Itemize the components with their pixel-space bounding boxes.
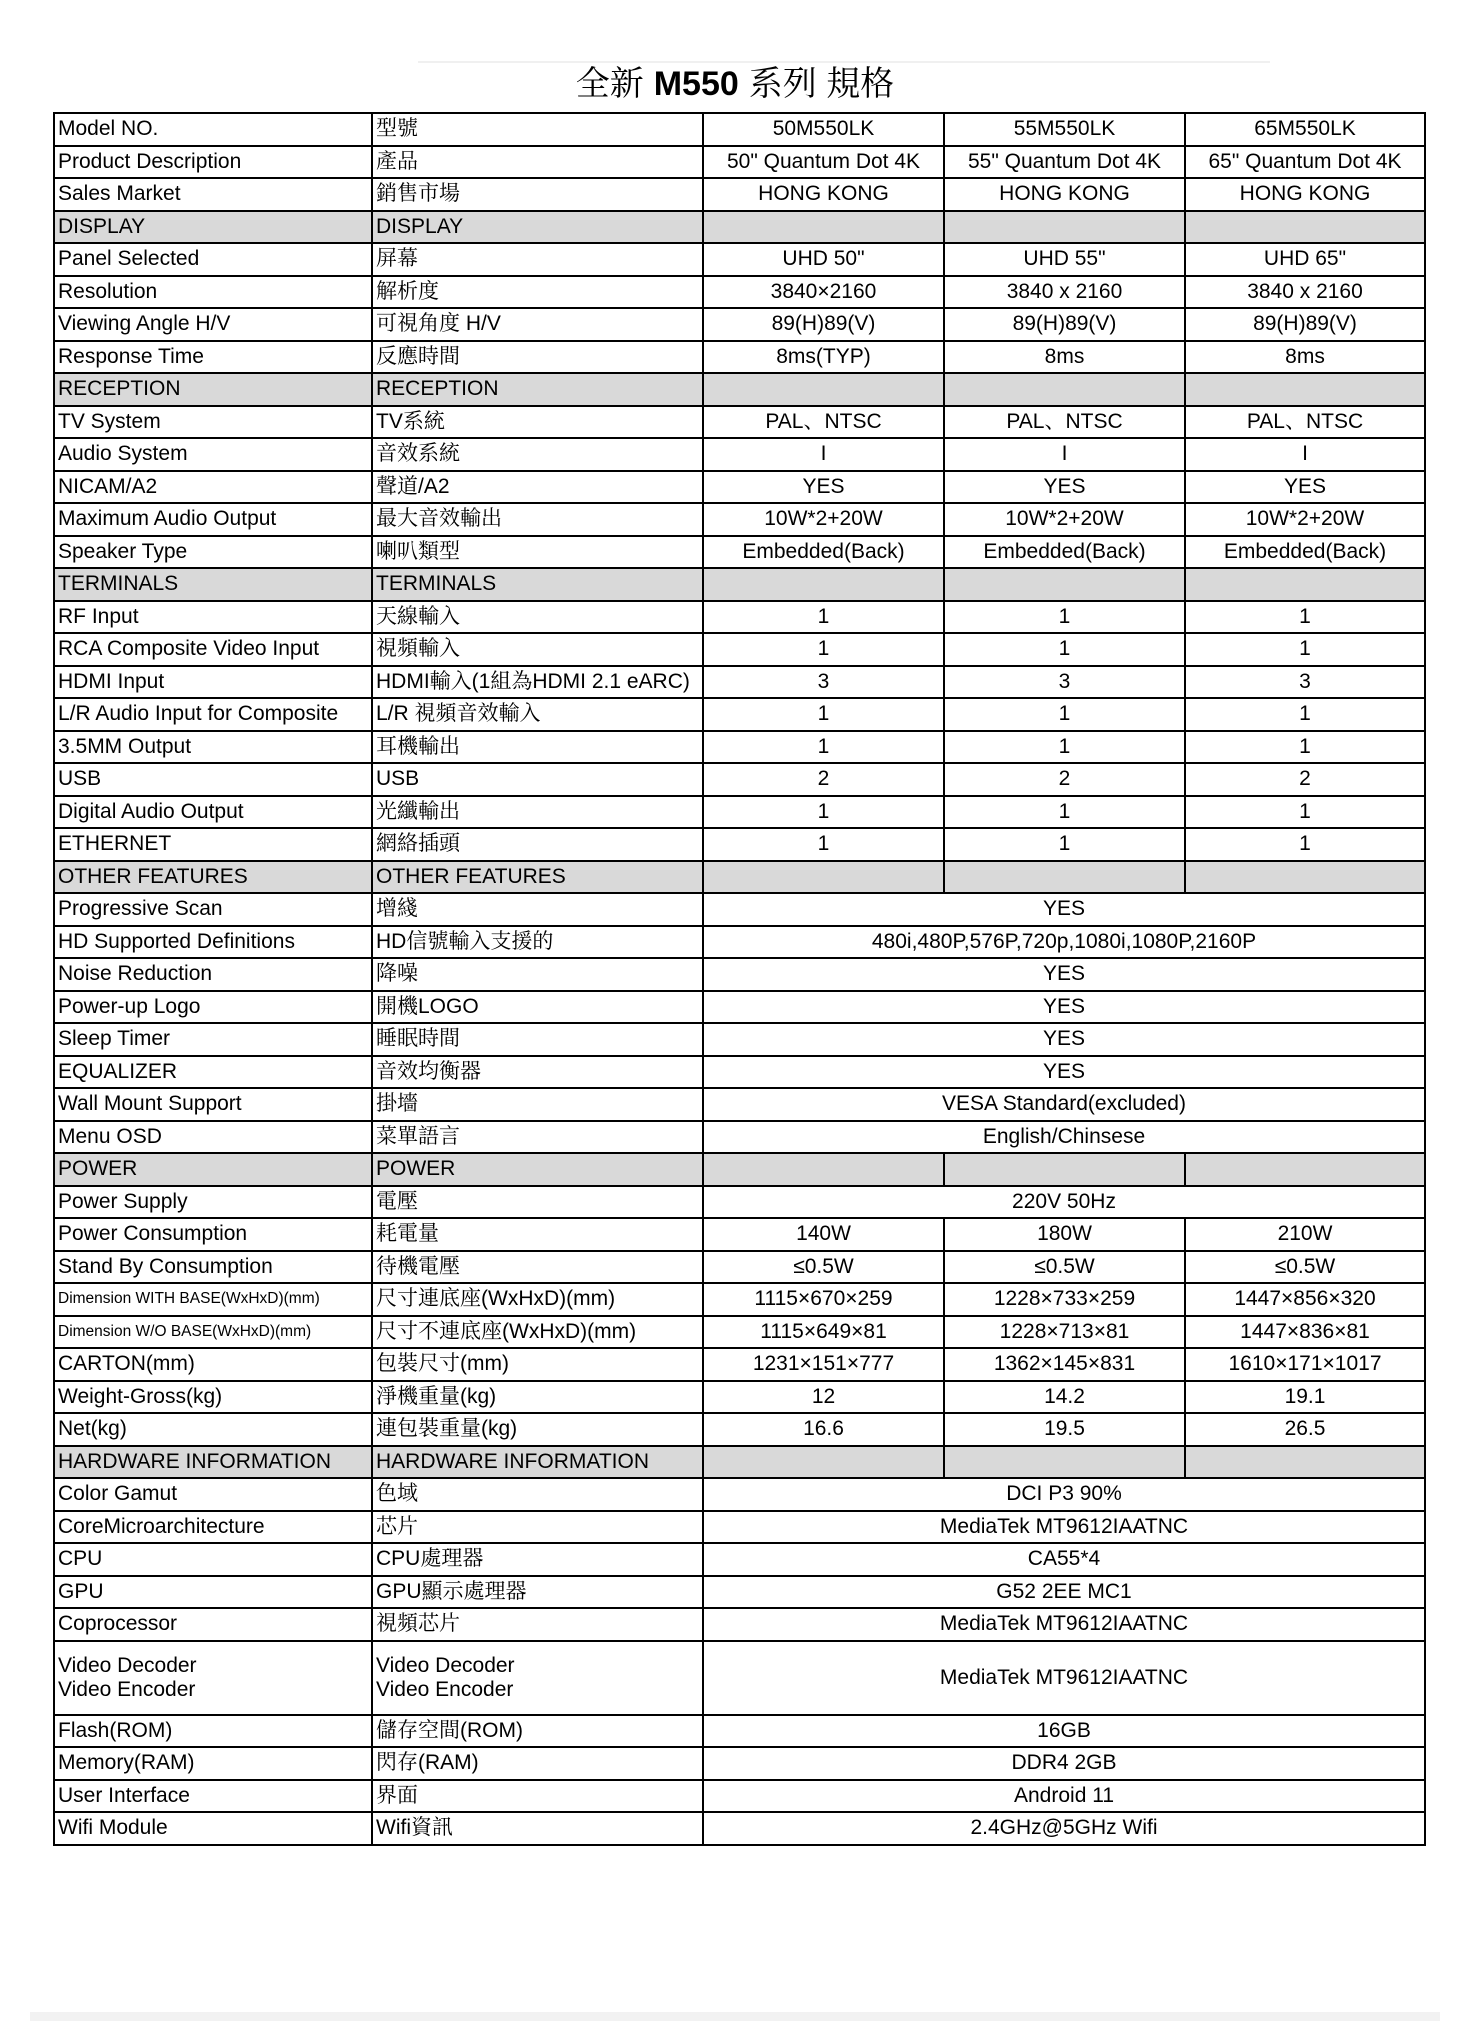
label-en: Progressive Scan [54, 893, 372, 926]
value-55M550LK: PAL、NTSC [944, 406, 1185, 439]
value-55M550LK: 1 [944, 796, 1185, 829]
empty-cell [1185, 861, 1425, 894]
value-65M550LK: 65" Quantum Dot 4K [1185, 146, 1425, 179]
table-row [54, 1543, 1425, 1576]
table-row [54, 1218, 1425, 1251]
spanned-value: MediaTek MT9612IAATNC [703, 1641, 1425, 1715]
label-zh: 音效均衡器 [372, 1056, 703, 1089]
spanned-value: MediaTek MT9612IAATNC [703, 1511, 1425, 1544]
value-50M550LK: PAL、NTSC [703, 406, 944, 439]
empty-cell [944, 1446, 1185, 1479]
label-en: Weight-Gross(kg) [54, 1381, 372, 1414]
label-zh: 儲存空間(ROM) [372, 1715, 703, 1748]
value-65M550LK: 210W [1185, 1218, 1425, 1251]
label-zh: 光纖輸出 [372, 796, 703, 829]
label-zh: USB [372, 763, 703, 796]
label-en: Wifi Module [54, 1812, 372, 1845]
spanned-value: YES [703, 893, 1425, 926]
label-en: Dimension WITH BASE(WxHxD)(mm) [54, 1283, 372, 1316]
label-en: Dimension W/O BASE(WxHxD)(mm) [54, 1316, 372, 1349]
label-en: RCA Composite Video Input [54, 633, 372, 666]
value-50M550LK: YES [703, 471, 944, 504]
label-en: Flash(ROM) [54, 1715, 372, 1748]
empty-cell [944, 1153, 1185, 1186]
table-row [54, 471, 1425, 504]
title-model: M550 [653, 65, 739, 103]
table-row [54, 178, 1425, 211]
value-55M550LK: HONG KONG [944, 178, 1185, 211]
table-row [54, 308, 1425, 341]
value-65M550LK: 1 [1185, 633, 1425, 666]
spec-table [53, 112, 1426, 1846]
title-suffix: 系列 規格 [748, 65, 895, 103]
value-65M550LK: ≤0.5W [1185, 1251, 1425, 1284]
label-en: OTHER FEATURES [54, 861, 372, 894]
value-50M550LK: I [703, 438, 944, 471]
label-en: Resolution [54, 276, 372, 309]
section-header-row [54, 211, 1425, 244]
label-en: DISPLAY [54, 211, 372, 244]
label-zh: 尺寸不連底座(WxHxD)(mm) [372, 1316, 703, 1349]
value-55M550LK: 89(H)89(V) [944, 308, 1185, 341]
value-65M550LK: 89(H)89(V) [1185, 308, 1425, 341]
label-en: RF Input [54, 601, 372, 634]
spanned-value: English/Chinsese [703, 1121, 1425, 1154]
label-zh: OTHER FEATURES [372, 861, 703, 894]
section-header-row [54, 568, 1425, 601]
label-en: TV System [54, 406, 372, 439]
label-en: Product Description [54, 146, 372, 179]
spanned-value: DDR4 2GB [703, 1747, 1425, 1780]
label-zh: 色域 [372, 1478, 703, 1511]
label-zh: 耗電量 [372, 1218, 703, 1251]
spanned-value: YES [703, 1023, 1425, 1056]
value-55M550LK: 1 [944, 828, 1185, 861]
label-en: Sleep Timer [54, 1023, 372, 1056]
table-row [54, 828, 1425, 861]
section-header-row [54, 373, 1425, 406]
spanned-value: YES [703, 991, 1425, 1024]
table-row [54, 731, 1425, 764]
empty-cell [703, 1153, 944, 1186]
table-row [54, 1812, 1425, 1845]
label-zh: 增綫 [372, 893, 703, 926]
table-row [54, 1608, 1425, 1641]
value-65M550LK: I [1185, 438, 1425, 471]
value-55M550LK: 8ms [944, 341, 1185, 374]
value-50M550LK: ≤0.5W [703, 1251, 944, 1284]
section-header-row [54, 1446, 1425, 1479]
section-header-row [54, 1153, 1425, 1186]
label-zh: 聲道/A2 [372, 471, 703, 504]
value-50M550LK: 8ms(TYP) [703, 341, 944, 374]
spanned-value: YES [703, 1056, 1425, 1089]
value-55M550LK: 1 [944, 731, 1185, 764]
table-row [54, 113, 1425, 146]
value-65M550LK: UHD 65" [1185, 243, 1425, 276]
label-en: Net(kg) [54, 1413, 372, 1446]
label-zh: HD信號輸入支援的 [372, 926, 703, 959]
value-55M550LK: 1 [944, 698, 1185, 731]
value-65M550LK: 26.5 [1185, 1413, 1425, 1446]
label-en: Menu OSD [54, 1121, 372, 1154]
value-65M550LK: 3840 x 2160 [1185, 276, 1425, 309]
table-row [54, 1121, 1425, 1154]
label-en: Digital Audio Output [54, 796, 372, 829]
value-50M550LK: 140W [703, 1218, 944, 1251]
label-en: Power Consumption [54, 1218, 372, 1251]
empty-cell [703, 861, 944, 894]
empty-cell [1185, 1153, 1425, 1186]
table-row [54, 1348, 1425, 1381]
value-50M550LK: 1 [703, 601, 944, 634]
value-50M550LK: Embedded(Back) [703, 536, 944, 569]
spanned-value: 16GB [703, 1715, 1425, 1748]
value-55M550LK: 180W [944, 1218, 1185, 1251]
empty-cell [1185, 211, 1425, 244]
value-50M550LK: 1 [703, 698, 944, 731]
label-en: 3.5MM Output [54, 731, 372, 764]
label-en: HARDWARE INFORMATION [54, 1446, 372, 1479]
label-en: Video Decoder [58, 1653, 197, 1677]
value-50M550LK: 3840×2160 [703, 276, 944, 309]
label-zh: 音效系統 [372, 438, 703, 471]
label-zh: 連包裝重量(kg) [372, 1413, 703, 1446]
label-zh: 可視角度 H/V [372, 308, 703, 341]
label-en: Speaker Type [54, 536, 372, 569]
label-zh: L/R 視頻音效輸入 [372, 698, 703, 731]
value-50M550LK: 12 [703, 1381, 944, 1414]
value-55M550LK: I [944, 438, 1185, 471]
value-65M550LK: 8ms [1185, 341, 1425, 374]
label-en-2: Video Encoder [58, 1677, 196, 1701]
label-en: CARTON(mm) [54, 1348, 372, 1381]
value-55M550LK: 55M550LK [944, 113, 1185, 146]
value-50M550LK: 1115×670×259 [703, 1283, 944, 1316]
value-50M550LK: 1 [703, 731, 944, 764]
label-en: CPU [54, 1543, 372, 1576]
value-55M550LK: YES [944, 471, 1185, 504]
label-zh: 尺寸連底座(WxHxD)(mm) [372, 1283, 703, 1316]
value-65M550LK: 65M550LK [1185, 113, 1425, 146]
label-en: Stand By Consumption [54, 1251, 372, 1284]
value-50M550LK: 1 [703, 633, 944, 666]
label-en: Coprocessor [54, 1608, 372, 1641]
label-zh: 產品 [372, 146, 703, 179]
label-en-cell [54, 1641, 372, 1715]
label-en: RECEPTION [54, 373, 372, 406]
label-en: Memory(RAM) [54, 1747, 372, 1780]
value-55M550LK: 55" Quantum Dot 4K [944, 146, 1185, 179]
table-row [54, 536, 1425, 569]
label-en: TERMINALS [54, 568, 372, 601]
empty-cell [1185, 1446, 1425, 1479]
table-row [54, 1641, 1425, 1715]
value-65M550LK: 19.1 [1185, 1381, 1425, 1414]
table-row [54, 1056, 1425, 1089]
page-title [0, 60, 1470, 108]
value-65M550LK: 1447×836×81 [1185, 1316, 1425, 1349]
label-zh: 最大音效輸出 [372, 503, 703, 536]
label-zh: 睡眠時間 [372, 1023, 703, 1056]
table-row [54, 796, 1425, 829]
label-zh: 銷售市場 [372, 178, 703, 211]
value-65M550LK: 1 [1185, 698, 1425, 731]
table-row [54, 1576, 1425, 1609]
value-50M550LK: 1 [703, 796, 944, 829]
label-zh: DISPLAY [372, 211, 703, 244]
label-zh: HARDWARE INFORMATION [372, 1446, 703, 1479]
value-55M550LK: 1 [944, 601, 1185, 634]
table-row [54, 1283, 1425, 1316]
label-en: Noise Reduction [54, 958, 372, 991]
table-row [54, 276, 1425, 309]
value-65M550LK: Embedded(Back) [1185, 536, 1425, 569]
label-zh: 電壓 [372, 1186, 703, 1219]
table-row [54, 926, 1425, 959]
spanned-value: DCI P3 90% [703, 1478, 1425, 1511]
label-zh: 網絡插頭 [372, 828, 703, 861]
value-50M550LK: 3 [703, 666, 944, 699]
label-en: User Interface [54, 1780, 372, 1813]
table-row [54, 958, 1425, 991]
table-row [54, 601, 1425, 634]
value-50M550LK: 10W*2+20W [703, 503, 944, 536]
table-row [54, 243, 1425, 276]
label-zh: 視頻芯片 [372, 1608, 703, 1641]
value-50M550LK: UHD 50" [703, 243, 944, 276]
label-zh: 菜單語言 [372, 1121, 703, 1154]
label-en: NICAM/A2 [54, 471, 372, 504]
table-row [54, 698, 1425, 731]
value-50M550LK: 1 [703, 828, 944, 861]
table-row [54, 1413, 1425, 1446]
table-row [54, 406, 1425, 439]
label-zh: RECEPTION [372, 373, 703, 406]
label-en: ETHERNET [54, 828, 372, 861]
label-zh: 開機LOGO [372, 991, 703, 1024]
value-55M550LK: UHD 55" [944, 243, 1185, 276]
label-en: Panel Selected [54, 243, 372, 276]
label-en: Response Time [54, 341, 372, 374]
table-row [54, 438, 1425, 471]
empty-cell [944, 568, 1185, 601]
title-prefix: 全新 [575, 65, 644, 103]
label-zh: TERMINALS [372, 568, 703, 601]
value-55M550LK: 1362×145×831 [944, 1348, 1185, 1381]
label-zh: 淨機重量(kg) [372, 1381, 703, 1414]
value-55M550LK: 3840 x 2160 [944, 276, 1185, 309]
label-en: HD Supported Definitions [54, 926, 372, 959]
label-en: Audio System [54, 438, 372, 471]
value-65M550LK: YES [1185, 471, 1425, 504]
label-zh: 反應時間 [372, 341, 703, 374]
table-row [54, 1023, 1425, 1056]
value-50M550LK: 50" Quantum Dot 4K [703, 146, 944, 179]
value-55M550LK: Embedded(Back) [944, 536, 1185, 569]
label-en: EQUALIZER [54, 1056, 372, 1089]
table-row [54, 633, 1425, 666]
table-row [54, 763, 1425, 796]
table-row [54, 1511, 1425, 1544]
label-zh: 解析度 [372, 276, 703, 309]
value-50M550LK: 50M550LK [703, 113, 944, 146]
table-row [54, 1715, 1425, 1748]
value-65M550LK: 10W*2+20W [1185, 503, 1425, 536]
value-65M550LK: 3 [1185, 666, 1425, 699]
bottom-divider [30, 2012, 1440, 2021]
empty-cell [944, 861, 1185, 894]
label-en: Power Supply [54, 1186, 372, 1219]
empty-cell [703, 373, 944, 406]
label-en: Viewing Angle H/V [54, 308, 372, 341]
label-zh: HDMI輸入(1組為HDMI 2.1 eARC) [372, 666, 703, 699]
label-en: Sales Market [54, 178, 372, 211]
label-zh: 待機電壓 [372, 1251, 703, 1284]
value-55M550LK: 10W*2+20W [944, 503, 1185, 536]
table-row [54, 1251, 1425, 1284]
empty-cell [703, 568, 944, 601]
table-row [54, 341, 1425, 374]
table-row [54, 666, 1425, 699]
label-zh: 降噪 [372, 958, 703, 991]
spanned-value: G52 2EE MC1 [703, 1576, 1425, 1609]
label-zh: GPU顯示處理器 [372, 1576, 703, 1609]
table-row [54, 893, 1425, 926]
label-en: Maximum Audio Output [54, 503, 372, 536]
empty-cell [1185, 568, 1425, 601]
table-row [54, 1186, 1425, 1219]
value-55M550LK: 2 [944, 763, 1185, 796]
label-en: L/R Audio Input for Composite [54, 698, 372, 731]
value-55M550LK: 1228×733×259 [944, 1283, 1185, 1316]
label-zh: Video Decoder [376, 1653, 515, 1677]
label-en: Power-up Logo [54, 991, 372, 1024]
table-row [54, 1478, 1425, 1511]
label-zh: TV系統 [372, 406, 703, 439]
label-zh-2: Video Encoder [376, 1677, 514, 1701]
label-zh: Wifi資訊 [372, 1812, 703, 1845]
spanned-value: 2.4GHz@5GHz Wifi [703, 1812, 1425, 1845]
spanned-value: MediaTek MT9612IAATNC [703, 1608, 1425, 1641]
label-zh-cell [372, 1641, 703, 1715]
value-65M550LK: 1 [1185, 796, 1425, 829]
value-65M550LK: 1 [1185, 731, 1425, 764]
label-zh: 包裝尺寸(mm) [372, 1348, 703, 1381]
label-zh: 屏幕 [372, 243, 703, 276]
label-en: POWER [54, 1153, 372, 1186]
empty-cell [944, 211, 1185, 244]
value-55M550LK: 14.2 [944, 1381, 1185, 1414]
value-65M550LK: PAL、NTSC [1185, 406, 1425, 439]
label-zh: 掛墻 [372, 1088, 703, 1121]
value-55M550LK: 3 [944, 666, 1185, 699]
spanned-value: VESA Standard(excluded) [703, 1088, 1425, 1121]
spec-table-body [54, 113, 1425, 1845]
label-en: Model NO. [54, 113, 372, 146]
value-65M550LK: HONG KONG [1185, 178, 1425, 211]
empty-cell [703, 211, 944, 244]
value-50M550LK: 2 [703, 763, 944, 796]
label-en: Wall Mount Support [54, 1088, 372, 1121]
spanned-value: 480i,480P,576P,720p,1080i,1080P,2160P [703, 926, 1425, 959]
section-header-row [54, 861, 1425, 894]
value-55M550LK: 1228×713×81 [944, 1316, 1185, 1349]
value-55M550LK: 1 [944, 633, 1185, 666]
value-65M550LK: 1 [1185, 601, 1425, 634]
spanned-value: YES [703, 958, 1425, 991]
label-en: CoreMicroarchitecture [54, 1511, 372, 1544]
value-65M550LK: 1610×171×1017 [1185, 1348, 1425, 1381]
empty-cell [703, 1446, 944, 1479]
table-row [54, 1780, 1425, 1813]
spanned-value: 220V 50Hz [703, 1186, 1425, 1219]
spanned-value: CA55*4 [703, 1543, 1425, 1576]
label-zh: POWER [372, 1153, 703, 1186]
value-65M550LK: 1447×856×320 [1185, 1283, 1425, 1316]
table-row [54, 1088, 1425, 1121]
empty-cell [1185, 373, 1425, 406]
value-50M550LK: 1231×151×777 [703, 1348, 944, 1381]
table-row [54, 991, 1425, 1024]
table-row [54, 146, 1425, 179]
label-en: GPU [54, 1576, 372, 1609]
empty-cell [944, 373, 1185, 406]
value-50M550LK: 16.6 [703, 1413, 944, 1446]
label-zh: 型號 [372, 113, 703, 146]
label-en: Color Gamut [54, 1478, 372, 1511]
table-row [54, 1316, 1425, 1349]
value-50M550LK: HONG KONG [703, 178, 944, 211]
table-row [54, 1747, 1425, 1780]
label-en: HDMI Input [54, 666, 372, 699]
label-zh: 界面 [372, 1780, 703, 1813]
value-65M550LK: 1 [1185, 828, 1425, 861]
value-50M550LK: 1115×649×81 [703, 1316, 944, 1349]
value-65M550LK: 2 [1185, 763, 1425, 796]
table-row [54, 1381, 1425, 1414]
label-en: USB [54, 763, 372, 796]
value-50M550LK: 89(H)89(V) [703, 308, 944, 341]
label-zh: 芯片 [372, 1511, 703, 1544]
value-55M550LK: 19.5 [944, 1413, 1185, 1446]
spanned-value: Android 11 [703, 1780, 1425, 1813]
label-zh: CPU處理器 [372, 1543, 703, 1576]
label-zh: 耳機輸出 [372, 731, 703, 764]
table-row [54, 503, 1425, 536]
label-zh: 閃存(RAM) [372, 1747, 703, 1780]
label-zh: 天線輸入 [372, 601, 703, 634]
label-zh: 視頻輸入 [372, 633, 703, 666]
label-zh: 喇叭類型 [372, 536, 703, 569]
value-55M550LK: ≤0.5W [944, 1251, 1185, 1284]
